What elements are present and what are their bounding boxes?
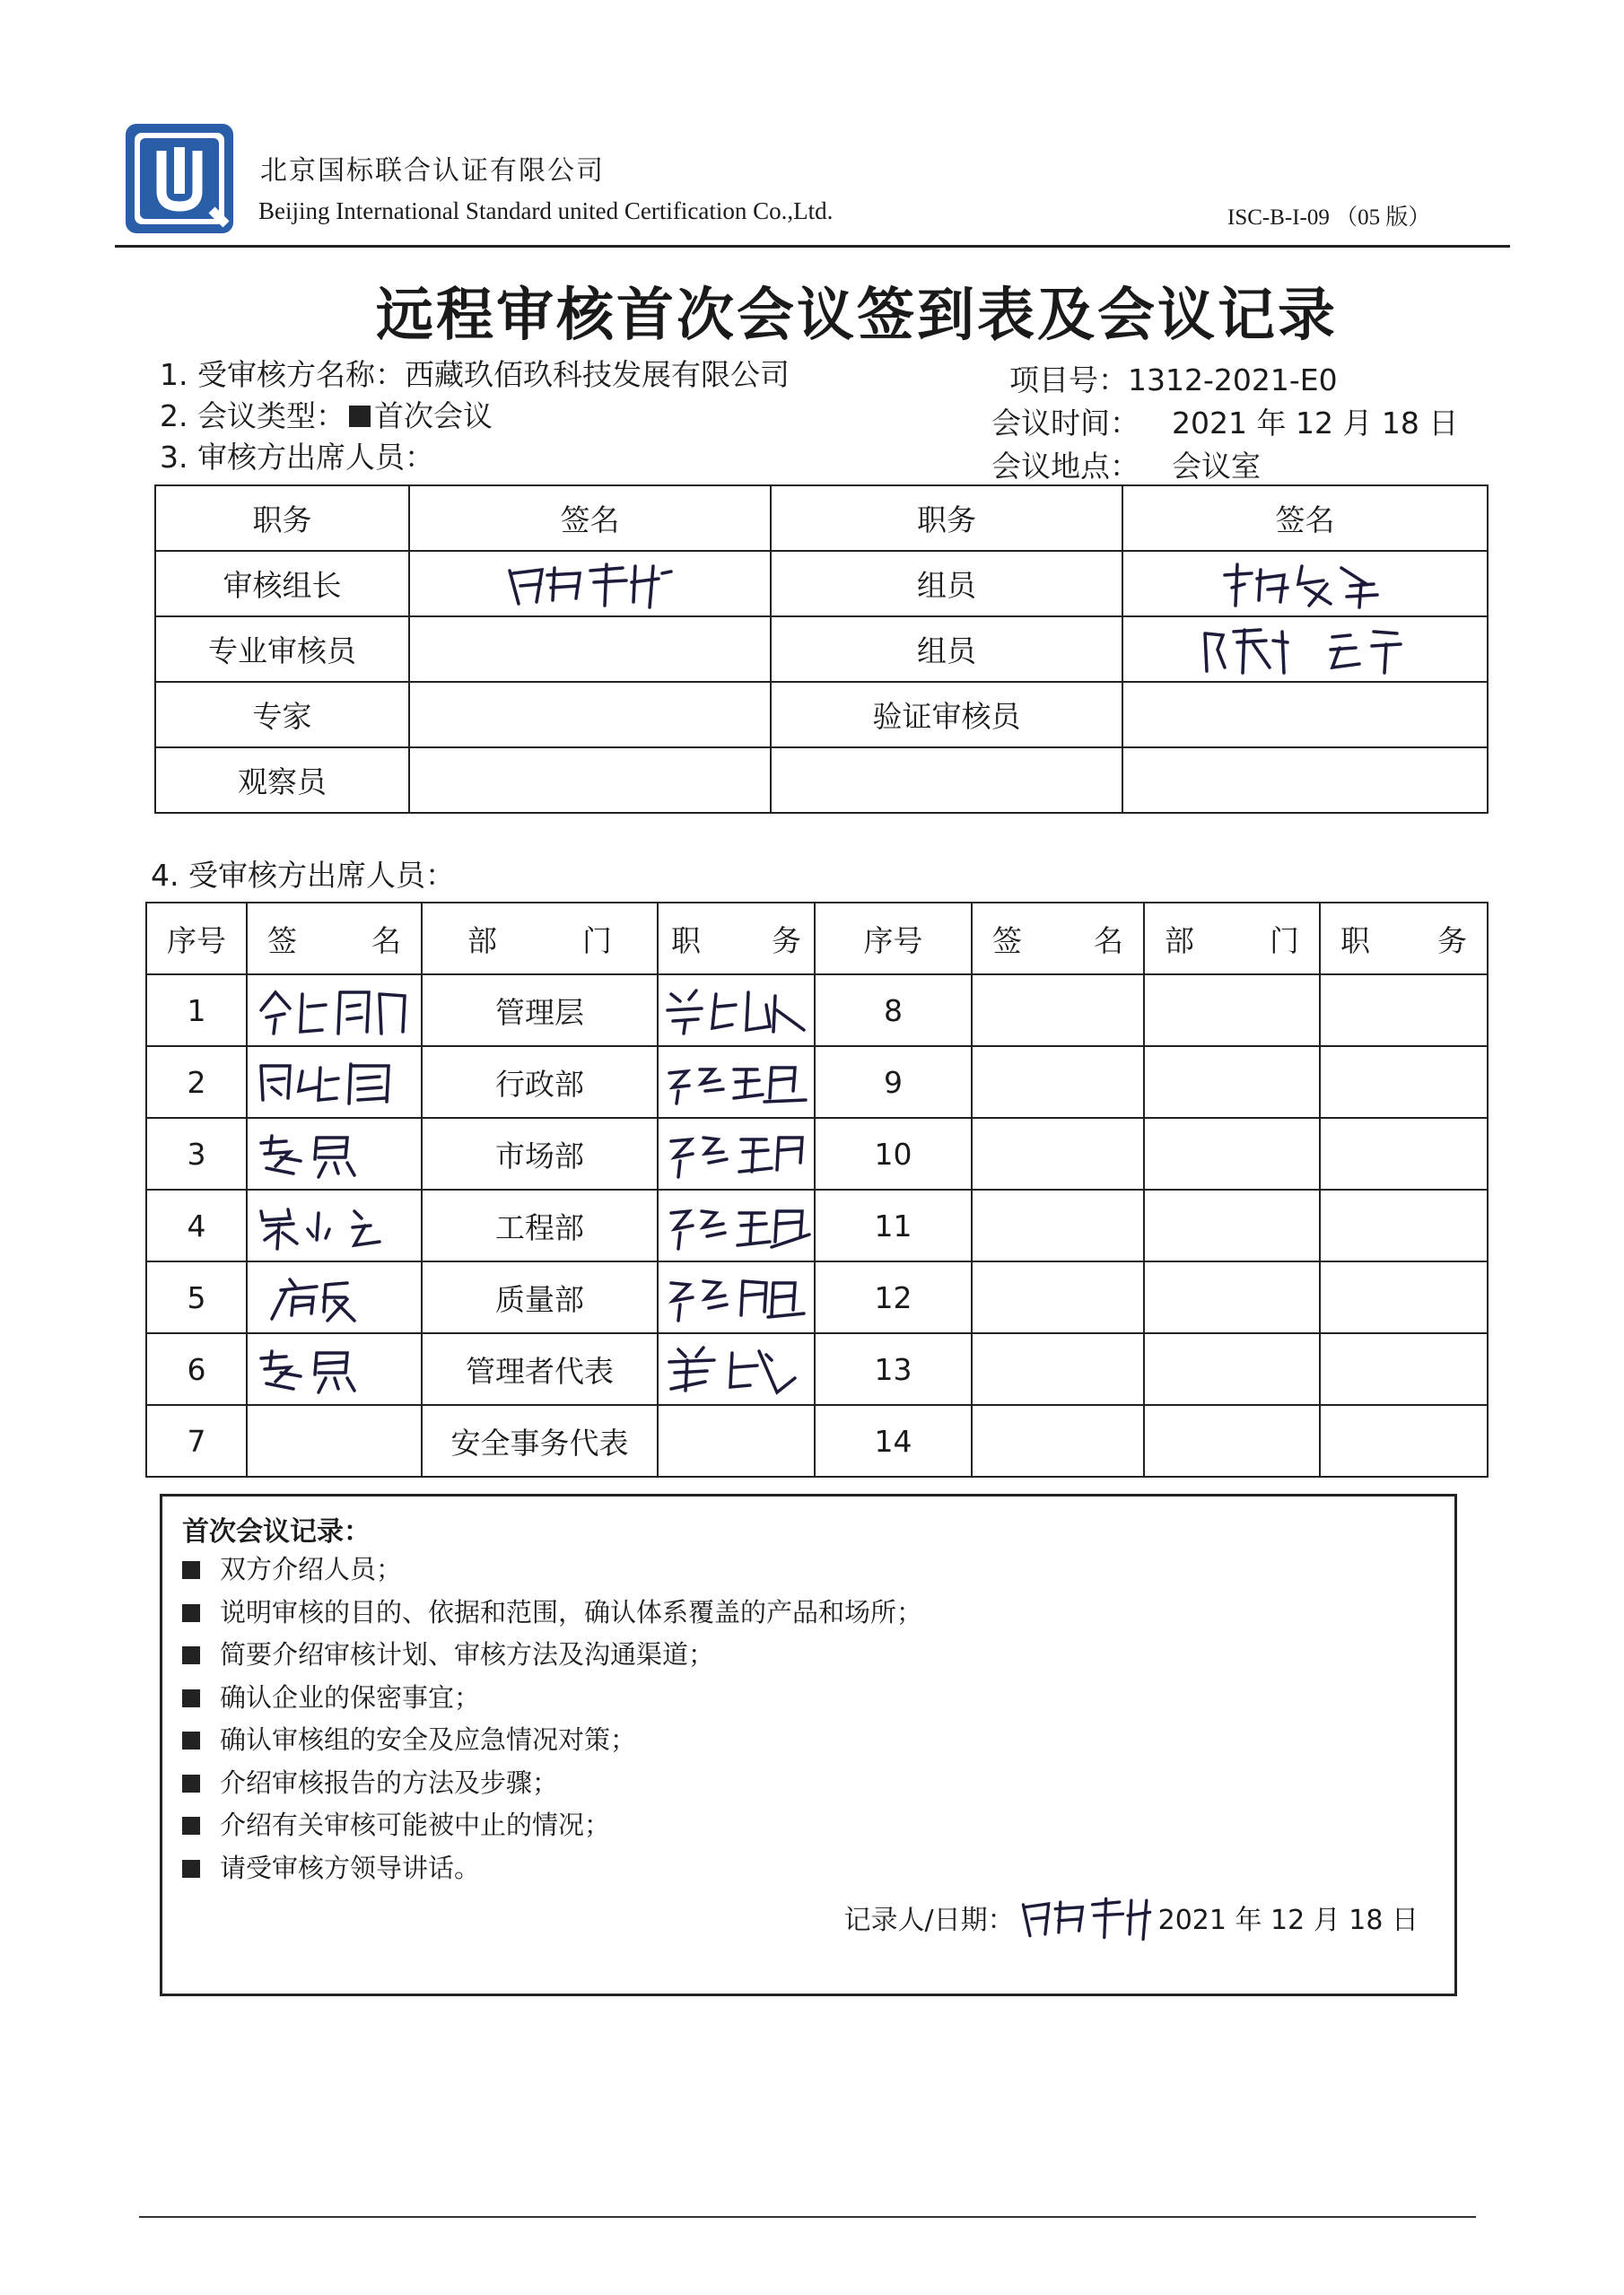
header-position-b: 务 xyxy=(772,922,801,958)
audit-team-table xyxy=(154,484,1489,814)
header-signature xyxy=(247,903,422,974)
list-item xyxy=(182,1762,922,1805)
table-row xyxy=(146,1118,1488,1190)
seq-cell: 13 xyxy=(815,1333,972,1405)
square-bullet-icon xyxy=(182,1732,200,1750)
table-row xyxy=(155,616,1488,682)
table-row xyxy=(146,974,1488,1046)
header-department xyxy=(1144,903,1320,974)
table-header-row xyxy=(146,903,1488,974)
info-meeting-type-label: 2. 会议类型： xyxy=(160,398,345,433)
handwritten-signature xyxy=(660,1270,813,1324)
list-item-text: 双方介绍人员； xyxy=(220,1554,403,1584)
role-cell: 专业审核员 xyxy=(155,616,409,682)
signature-cell xyxy=(409,682,771,747)
header-position-b: 务 xyxy=(1437,922,1467,958)
role-cell: 专家 xyxy=(155,682,409,747)
header-department xyxy=(422,903,658,974)
department-cell xyxy=(1144,1333,1320,1405)
header-position: 职务 xyxy=(771,485,1122,551)
auditee-attendees-table xyxy=(145,902,1489,1478)
seq-cell: 4 xyxy=(146,1190,247,1261)
seq-cell: 1 xyxy=(146,974,247,1046)
signature-cell xyxy=(1122,551,1488,616)
handwritten-signature xyxy=(1216,557,1395,611)
handwritten-signature xyxy=(254,1127,415,1181)
seq-cell: 10 xyxy=(815,1118,972,1190)
info-time-label: 会议时间： xyxy=(991,406,1139,441)
position-cell xyxy=(658,1118,815,1190)
handwritten-signature xyxy=(1198,623,1413,676)
info-meeting-type xyxy=(160,393,493,435)
position-cell xyxy=(658,1190,815,1261)
header-position xyxy=(1320,903,1488,974)
company-logo xyxy=(126,124,233,233)
signature-cell xyxy=(972,974,1144,1046)
info-place-value: 会议室 xyxy=(1172,449,1261,484)
info-project-value: 1312-2021-E0 xyxy=(1128,362,1338,397)
header-seq: 序号 xyxy=(146,903,247,974)
department-cell xyxy=(1144,1190,1320,1261)
header-signature: 签名 xyxy=(409,485,771,551)
info-meeting-type-value: 首次会议 xyxy=(373,398,493,433)
signature-cell xyxy=(972,1333,1144,1405)
position-cell xyxy=(1320,1190,1488,1261)
position-cell xyxy=(1320,1261,1488,1333)
info-project-label: 项目号： xyxy=(1009,362,1128,397)
info-project-number xyxy=(1009,357,1338,399)
signature-cell xyxy=(247,1261,422,1333)
position-cell xyxy=(658,1046,815,1118)
list-item-text: 确认企业的保密事宜； xyxy=(220,1681,481,1713)
info-place-label: 会议地点： xyxy=(991,449,1139,484)
position-cell xyxy=(1320,974,1488,1046)
header-signature-b: 名 xyxy=(371,922,401,958)
square-bullet-icon xyxy=(182,1646,200,1664)
list-item xyxy=(182,1719,922,1762)
list-item-text: 简要介绍审核计划、审核方法及沟通渠道； xyxy=(220,1639,715,1670)
square-bullet-icon xyxy=(182,1817,200,1835)
role-cell: 组员 xyxy=(771,616,1122,682)
info-meeting-time xyxy=(991,400,1458,442)
seq-cell: 3 xyxy=(146,1118,247,1190)
role-cell: 验证审核员 xyxy=(771,682,1122,747)
signature-cell xyxy=(1122,616,1488,682)
signature-cell xyxy=(247,1405,422,1477)
list-item xyxy=(182,1549,922,1592)
info-auditee-value: 西藏玖佰玖科技发展有限公司 xyxy=(404,357,790,392)
seq-cell: 12 xyxy=(815,1261,972,1333)
header-signature-b: 名 xyxy=(1094,922,1123,958)
header-department-b: 门 xyxy=(1270,922,1299,958)
table-row xyxy=(146,1405,1488,1477)
table-row xyxy=(146,1190,1488,1261)
signature-cell xyxy=(409,747,771,813)
header-signature-a: 签 xyxy=(267,922,297,958)
checked-box-icon xyxy=(349,406,371,427)
signature-cell xyxy=(247,1190,422,1261)
header-signature xyxy=(972,903,1144,974)
position-cell xyxy=(1320,1405,1488,1477)
list-item xyxy=(182,1804,922,1847)
page-title: 远程审核首次会议签到表及会议记录 xyxy=(376,283,1338,349)
table-row xyxy=(155,551,1488,616)
department-cell xyxy=(1144,974,1320,1046)
signature-cell xyxy=(247,1333,422,1405)
record-date: 2021 年 12 月 18 日 xyxy=(1157,1905,1419,1936)
department-cell xyxy=(1144,1118,1320,1190)
handwritten-signature xyxy=(1015,1891,1158,1943)
info-meeting-place xyxy=(991,443,1261,485)
document-code: ISC-B-I-09 （05 版） xyxy=(1227,205,1431,230)
info-auditee-label: 1. 受审核方名称： xyxy=(160,357,405,392)
table-row xyxy=(146,1261,1488,1333)
recorder-line xyxy=(844,1891,1419,1943)
header-department-a: 部 xyxy=(467,922,497,958)
list-item xyxy=(182,1677,922,1720)
list-item-text: 确认审核组的安全及应急情况对策； xyxy=(220,1724,637,1755)
signature-cell xyxy=(972,1261,1144,1333)
department-cell: 质量部 xyxy=(422,1261,658,1333)
list-item xyxy=(182,1634,922,1677)
position-cell xyxy=(658,1333,815,1405)
square-bullet-icon xyxy=(182,1775,200,1793)
seq-cell: 5 xyxy=(146,1261,247,1333)
seq-cell: 14 xyxy=(815,1405,972,1477)
meeting-record-list xyxy=(182,1549,922,1889)
footer-divider xyxy=(139,2216,1476,2218)
seq-cell: 6 xyxy=(146,1333,247,1405)
department-cell xyxy=(1144,1405,1320,1477)
header-position: 职务 xyxy=(155,485,409,551)
handwritten-signature xyxy=(660,1127,813,1181)
list-item xyxy=(182,1592,922,1635)
position-cell xyxy=(1320,1118,1488,1190)
meeting-record-box xyxy=(160,1494,1457,1996)
handwritten-signature xyxy=(254,1342,415,1396)
list-item-text: 说明审核的目的、依据和范围，确认体系覆盖的产品和场所； xyxy=(220,1596,923,1627)
auditee-attendees-label: 4. 受审核方出席人员： xyxy=(151,858,455,893)
department-cell: 管理者代表 xyxy=(422,1333,658,1405)
role-cell: 观察员 xyxy=(155,747,409,813)
handwritten-signature xyxy=(254,1270,415,1324)
list-item-text: 请受审核方领导讲话。 xyxy=(220,1852,481,1883)
info-time-value: 2021 年 12 月 18 日 xyxy=(1172,406,1459,441)
table-row xyxy=(155,682,1488,747)
list-item-text: 介绍审核报告的方法及步骤； xyxy=(220,1767,559,1798)
department-cell: 管理层 xyxy=(422,974,658,1046)
seq-cell: 8 xyxy=(815,974,972,1046)
position-cell xyxy=(1320,1333,1488,1405)
handwritten-signature xyxy=(660,1342,813,1396)
signature-cell xyxy=(409,616,771,682)
meeting-record-title: 首次会议记录： xyxy=(182,1516,371,1548)
header-position-a: 职 xyxy=(671,922,701,958)
table-header-row xyxy=(155,485,1488,551)
department-cell xyxy=(1144,1046,1320,1118)
square-bullet-icon xyxy=(182,1689,200,1707)
company-name-en: Beijing International Standard united Certification Co.,Ltd. xyxy=(258,197,834,224)
header-divider xyxy=(115,245,1510,248)
list-item xyxy=(182,1847,922,1890)
role-cell: 审核组长 xyxy=(155,551,409,616)
handwritten-signature xyxy=(660,983,813,1037)
handwritten-signature xyxy=(660,1199,813,1252)
signature-cell xyxy=(409,551,771,616)
seq-cell: 11 xyxy=(815,1190,972,1261)
handwritten-signature xyxy=(254,983,415,1037)
seq-cell: 7 xyxy=(146,1405,247,1477)
role-cell xyxy=(771,747,1122,813)
header-department-b: 门 xyxy=(582,922,612,958)
signature-cell xyxy=(972,1118,1144,1190)
list-item-text: 介绍有关审核可能被中止的情况； xyxy=(220,1810,611,1840)
table-row xyxy=(146,1333,1488,1405)
square-bullet-icon xyxy=(182,1860,200,1878)
signature-cell xyxy=(972,1046,1144,1118)
seq-cell: 2 xyxy=(146,1046,247,1118)
company-name-cn: 北京国标联合认证有限公司 xyxy=(260,155,605,187)
position-cell xyxy=(658,1261,815,1333)
handwritten-signature xyxy=(660,1055,813,1109)
position-cell xyxy=(1320,1046,1488,1118)
header-seq: 序号 xyxy=(815,903,972,974)
signature-cell xyxy=(247,1118,422,1190)
table-row xyxy=(146,1046,1488,1118)
department-cell: 安全事务代表 xyxy=(422,1405,658,1477)
info-auditee-name xyxy=(160,352,790,394)
header-position xyxy=(658,903,815,974)
position-cell xyxy=(658,1405,815,1477)
table-row xyxy=(155,747,1488,813)
info-auditor-attendees: 3. 审核方出席人员： xyxy=(160,440,434,475)
handwritten-signature xyxy=(501,557,680,611)
header-position-a: 职 xyxy=(1340,922,1370,958)
signature-cell xyxy=(247,1046,422,1118)
department-cell: 工程部 xyxy=(422,1190,658,1261)
header-signature-a: 签 xyxy=(992,922,1022,958)
handwritten-signature xyxy=(254,1199,415,1252)
header-signature: 签名 xyxy=(1122,485,1488,551)
signature-cell xyxy=(247,974,422,1046)
recorder-label: 记录人/日期： xyxy=(843,1905,1015,1936)
signature-cell xyxy=(1122,682,1488,747)
signature-cell xyxy=(972,1190,1144,1261)
position-cell xyxy=(658,974,815,1046)
department-cell: 市场部 xyxy=(422,1118,658,1190)
seq-cell: 9 xyxy=(815,1046,972,1118)
square-bullet-icon xyxy=(182,1561,200,1579)
department-cell: 行政部 xyxy=(422,1046,658,1118)
signature-cell xyxy=(972,1405,1144,1477)
signature-cell xyxy=(1122,747,1488,813)
square-bullet-icon xyxy=(182,1604,200,1622)
role-cell: 组员 xyxy=(771,551,1122,616)
header-department-a: 部 xyxy=(1165,922,1194,958)
department-cell xyxy=(1144,1261,1320,1333)
handwritten-signature xyxy=(254,1055,415,1109)
